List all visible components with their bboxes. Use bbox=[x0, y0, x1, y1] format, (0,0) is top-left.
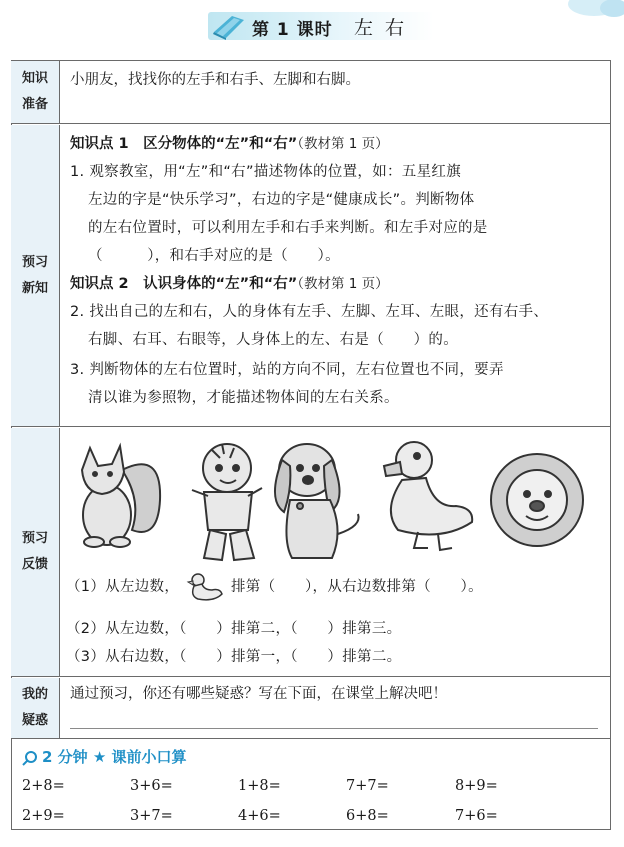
lesson-header bbox=[0, 0, 624, 50]
calc-item: 1+8= bbox=[238, 778, 281, 794]
feedback-label: 预习 反馈 bbox=[11, 428, 60, 676]
prep-label: 知识 准备 bbox=[11, 61, 60, 123]
calc-item: 8+9= bbox=[455, 778, 498, 794]
book-icon bbox=[210, 10, 248, 42]
magnifier-icon bbox=[22, 750, 38, 766]
tiger-icon bbox=[192, 444, 262, 560]
cloud-decoration-icon bbox=[554, 0, 624, 22]
calc-item: 3+6= bbox=[130, 778, 173, 794]
calc-item: 3+7= bbox=[130, 808, 173, 824]
calc-item: 7+7= bbox=[346, 778, 389, 794]
doubt-label: 我的 疑惑 bbox=[11, 678, 60, 738]
duck-icon bbox=[384, 442, 472, 550]
knowledge-point-1: 知识点 1 区分物体的“左”和“右”（教材第 1 页） bbox=[70, 136, 389, 152]
calc-item: 2+8= bbox=[22, 778, 65, 794]
lesson-title: 左右 bbox=[354, 17, 417, 39]
question-3: （3）从右边数，（ ）排第一，（ ）排第二。 bbox=[66, 649, 402, 665]
question-1: （1）从左边数， 排第（ ），从右边数排第（ ）。 bbox=[66, 572, 483, 602]
calc-item: 7+6= bbox=[455, 808, 498, 824]
fox-icon bbox=[82, 446, 160, 547]
mental-math-title: 2 分钟 ★ 课前小口算 bbox=[22, 746, 187, 767]
calc-item: 2+9= bbox=[22, 808, 65, 824]
item-2: 2. 找出自己的左和右，人的身体有左手、左脚、左耳、左眼，还有右手、 右脚、右耳、右眼等，人身体上的左、右是（ ）的。 bbox=[70, 304, 549, 348]
lesson-number: 第 1 课时 bbox=[252, 20, 333, 40]
lion-icon bbox=[491, 454, 583, 546]
item-3: 3. 判断物体的左右位置时，站的方向不同，左右位置也不同，要弄 清以谁为参照物，才能描述物体间的左右关系。 bbox=[70, 362, 504, 406]
doubt-text: 通过预习，你还有哪些疑惑？写在下面，在课堂上解决吧！ bbox=[70, 686, 447, 702]
question-2: （2）从左边数，（ ）排第二，（ ）排第三。 bbox=[66, 621, 402, 637]
preview-label: 预习 新知 bbox=[11, 125, 60, 426]
dog-icon bbox=[275, 444, 359, 558]
animal-lineup bbox=[62, 430, 610, 578]
calc-item: 6+8= bbox=[346, 808, 389, 824]
knowledge-point-2: 知识点 2 认识身体的“左”和“右”（教材第 1 页） bbox=[70, 276, 389, 292]
answer-line[interactable] bbox=[70, 728, 598, 729]
calc-item: 4+6= bbox=[238, 808, 281, 824]
small-duck-icon bbox=[184, 572, 226, 602]
item-1: 1. 观察教室，用“左”和“右”描述物体的位置，如：五星红旗 左边的字是“快乐学习”，右边的字是“健康成长”。判断物体 的左右位置时，可以利用左手和右手来判断。和左手对应的是 （ ），和右手对应的是（ ）。 bbox=[70, 164, 488, 264]
prep-text: 小朋友，找找你的左手和右手、左脚和右脚。 bbox=[70, 72, 360, 88]
